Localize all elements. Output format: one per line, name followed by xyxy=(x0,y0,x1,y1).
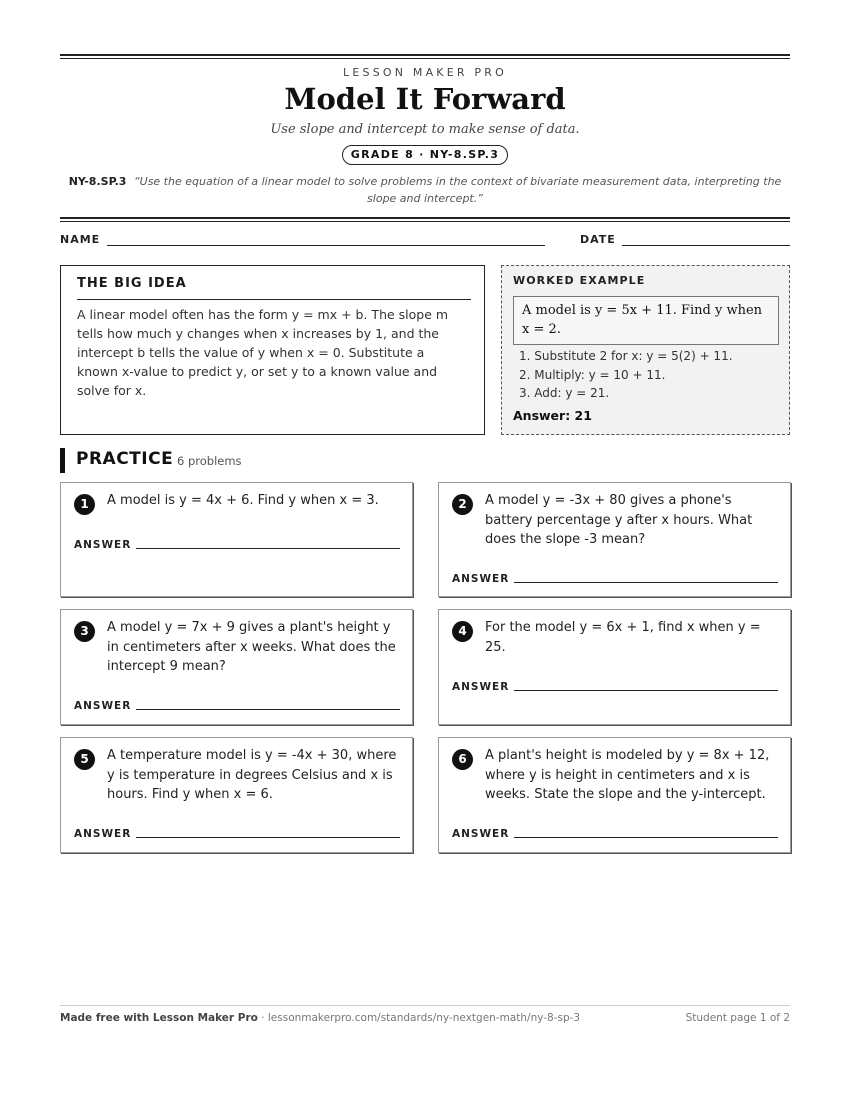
answer-label: ANSWER xyxy=(74,828,132,840)
worked-example-steps xyxy=(519,347,733,403)
practice-heading: PRACTICE xyxy=(76,449,174,469)
footer-page-number: Student page 1 of 2 xyxy=(685,1012,790,1024)
answer-label: ANSWER xyxy=(74,700,132,712)
worked-example-heading: WORKED EXAMPLE xyxy=(513,274,646,287)
problem-number: 6 xyxy=(452,749,473,770)
worked-example-step: 1. Substitute 2 for x: y = 5(2) + 11. xyxy=(519,349,733,363)
practice-accent-bar xyxy=(60,448,65,473)
page-title: Model It Forward xyxy=(284,82,566,116)
header-bottom-rule xyxy=(60,217,790,222)
problem-number: 3 xyxy=(74,621,95,642)
name-field[interactable] xyxy=(107,245,545,246)
problem-text: A temperature model is y = -4x + 30, where y is temperature in degrees Celsius and x is hours. Find y when x = 6. xyxy=(107,748,397,802)
problem-card-1 xyxy=(60,482,413,597)
footer-credit xyxy=(60,1012,580,1024)
problem-number: 5 xyxy=(74,749,95,770)
big-idea-divider xyxy=(77,299,471,300)
problem-card-5 xyxy=(60,737,413,853)
answer-label: ANSWER xyxy=(452,573,510,585)
worked-example-step: 2. Multiply: y = 10 + 11. xyxy=(519,367,666,382)
problem-number: 1 xyxy=(74,494,95,515)
problem-card-6 xyxy=(438,737,791,853)
footer-url[interactable]: lessonmakerpro.com/standards/ny-nextgen-math/ny-8-sp-3 xyxy=(267,1012,581,1024)
name-label: NAME xyxy=(60,233,101,246)
answer-label: ANSWER xyxy=(452,828,510,840)
answer-label: ANSWER xyxy=(452,681,510,693)
worksheet-page xyxy=(60,0,790,1100)
answer-field[interactable] xyxy=(514,837,778,838)
problem-text: A model is y = 4x + 6. Find y when x = 3. xyxy=(107,493,379,508)
answer-field[interactable] xyxy=(514,690,778,691)
footer-made-with: Made free with Lesson Maker Pro xyxy=(60,1012,258,1024)
answer-field[interactable] xyxy=(136,548,400,549)
worked-example-problem: A model is y = 5x + 11. Find y when x = 2. xyxy=(513,296,779,345)
big-idea-heading: THE BIG IDEA xyxy=(77,276,187,291)
answer-field[interactable] xyxy=(514,582,778,583)
problem-card-2 xyxy=(438,482,791,597)
big-idea-box xyxy=(60,265,485,435)
practice-count: 6 problems xyxy=(177,454,242,468)
brand-name: LESSON MAKER PRO xyxy=(343,66,507,79)
page-subtitle: Use slope and intercept to make sense of data. xyxy=(270,122,580,137)
answer-field[interactable] xyxy=(136,709,400,710)
standard-code: NY-8.SP.3 xyxy=(68,175,127,188)
problem-card-4 xyxy=(438,609,791,725)
worked-example-step: 3. Add: y = 21. xyxy=(519,386,610,400)
date-field[interactable] xyxy=(622,245,790,246)
answer-field[interactable] xyxy=(136,837,400,838)
problem-text: For the model y = 6x + 1, find x when y = 25. xyxy=(485,620,761,655)
footer-divider xyxy=(60,1005,790,1006)
standard-text: “Use the equation of a linear model to solve problems in the context of bivariate measurement data, interpreting the slope and intercept.” xyxy=(133,175,782,205)
big-idea-body: A linear model often has the form y = mx + b. The slope m tells how much y changes when x increases by 1, and the intercept b tells the value of y when x = 0. Substitute a known x-value to predict y, or set y to a known value and solve for x. xyxy=(77,307,449,398)
problem-card-3 xyxy=(60,609,413,725)
problem-number: 4 xyxy=(452,621,473,642)
worked-example-answer: Answer: 21 xyxy=(513,408,592,423)
problem-text: A model y = 7x + 9 gives a plant's height y in centimeters after x weeks. What does the intercept 9 mean? xyxy=(107,620,396,674)
date-label: DATE xyxy=(580,233,616,246)
grade-badge: GRADE 8 · NY-8.SP.3 xyxy=(342,145,508,165)
problem-text: A model y = -3x + 80 gives a phone's battery percentage y after x hours. What does the slope -3 mean? xyxy=(485,493,753,547)
footer-separator: · xyxy=(257,1012,268,1024)
header-top-rule xyxy=(60,54,790,59)
worked-example-box xyxy=(501,265,790,435)
problem-text: A plant's height is modeled by y = 8x + 12, where y is height in centimeters and x is weeks. State the slope and the y-intercept. xyxy=(485,748,770,802)
problem-number: 2 xyxy=(452,494,473,515)
standard-description xyxy=(60,173,790,207)
answer-label: ANSWER xyxy=(74,539,132,551)
